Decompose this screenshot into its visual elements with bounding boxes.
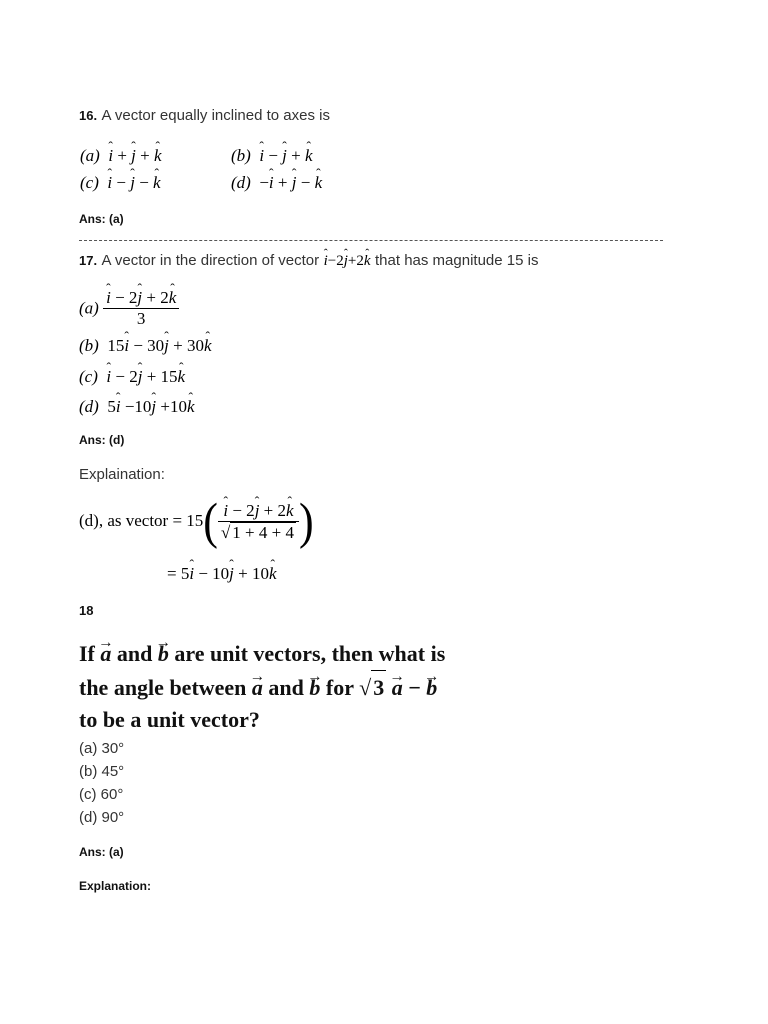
- q16-option-d: (d) −i ˆ + j ˆ − k ˆ: [231, 173, 322, 193]
- option-label: (b): [231, 146, 251, 165]
- question-text-before: A vector in the direction of vector: [101, 252, 320, 269]
- option-label: (d): [231, 173, 251, 192]
- sqrt-term: 3: [371, 670, 386, 705]
- question-text: A vector equally inclined to axes is: [101, 107, 330, 124]
- question-17-heading: [79, 252, 538, 270]
- text-fragment: If: [79, 641, 95, 666]
- question-text-after: that has magnitude 15 is: [375, 252, 539, 269]
- option-a: (a) 30°: [79, 740, 125, 757]
- q16-option-a: (a) i ˆ + j ˆ + k ˆ: [80, 146, 162, 166]
- question-18-number: 18: [79, 603, 94, 618]
- fraction: $\frac{\text{i ˆ − 2j ˆ + 2k ˆ}}{3}$: [103, 288, 179, 329]
- text-fragment: and: [268, 675, 304, 700]
- text-fragment: for: [325, 675, 354, 700]
- q16-option-b: (b) i ˆ − j ˆ + k ˆ: [231, 146, 313, 166]
- question-16-heading: [79, 107, 330, 125]
- q16-option-c: (c) i ˆ − j ˆ − k ˆ: [80, 173, 161, 193]
- q17-explanation-line1: (d), as vector = 15( $\frac{\text{i ˆ − 2j ˆ + 2k ˆ}}{√ 1 + 4 + 4}$ ): [79, 500, 314, 544]
- q17-option-d: (d) 5i ˆ −10j ˆ +10k ˆ: [79, 397, 195, 417]
- q18-question-line2: the angle between a → and b → for √3 a → − b →: [79, 670, 437, 705]
- sqrt-term: 1 + 4 + 4: [232, 523, 294, 542]
- text-fragment: are unit vectors, then what is: [174, 641, 446, 666]
- option-label: (a): [79, 298, 99, 318]
- q18-options: [79, 737, 124, 829]
- q17-option-a: [79, 288, 179, 329]
- section-divider: [79, 240, 663, 241]
- fraction-denominator: 3: [136, 309, 146, 328]
- option-d: (d) 90°: [79, 809, 125, 826]
- option-label: (b): [79, 336, 99, 355]
- q17-explanation-line2: = 5i ˆ − 10j ˆ + 10k ˆ: [167, 564, 277, 584]
- option-label: (c): [79, 367, 98, 386]
- text-fragment: the angle between: [79, 675, 247, 700]
- explanation-prefix: (d), as vector = 15: [79, 510, 204, 530]
- q17-option-b: (b) 15i ˆ − 30j ˆ + 30k ˆ: [79, 336, 212, 356]
- q18-question-line1: If a → and b → are unit vectors, then what is: [79, 637, 445, 671]
- option-label: (d): [79, 397, 99, 416]
- direction-vector-formula: i ˆ−2j ˆ+2k ˆ: [324, 253, 371, 269]
- option-b: (b) 45°: [79, 763, 125, 780]
- q18-question-line3: to be a unit vector?: [79, 707, 260, 732]
- q18-answer: Ans: (a): [79, 845, 124, 859]
- explanation-fraction: $\frac{\text{i ˆ − 2j ˆ + 2k ˆ}}{√ 1 + 4 + 4}$: [218, 501, 299, 543]
- q17-explanation-label: Explaination:: [79, 466, 165, 483]
- question-number: 16.: [79, 108, 98, 123]
- text-fragment: and: [116, 641, 153, 666]
- q17-answer: Ans: (d): [79, 433, 125, 447]
- q18-explanation-label: Explanation:: [79, 879, 152, 893]
- q17-option-c: (c) i ˆ − 2j ˆ + 15k ˆ: [79, 367, 185, 387]
- option-label: (a): [80, 146, 100, 165]
- question-number: 17.: [79, 253, 98, 268]
- option-c: (c) 60°: [79, 786, 124, 803]
- q16-answer: Ans: (a): [79, 212, 124, 226]
- option-label: (c): [80, 173, 99, 192]
